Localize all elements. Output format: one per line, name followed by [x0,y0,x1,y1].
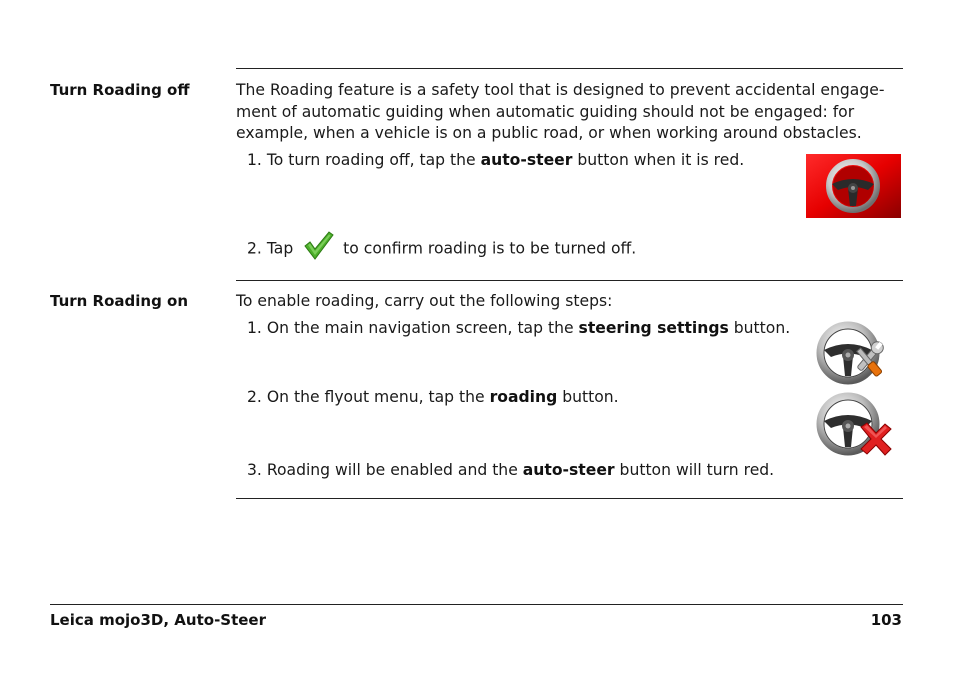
step-text: 1. On the main navigation screen, tap the [247,319,579,337]
step-bold-term: steering settings [578,319,729,337]
top-divider [236,68,903,69]
step-text: button when it is red. [572,151,745,169]
step-text: 2. On the flyout menu, tap the [247,388,490,406]
roading-on-intro: To enable roading, carry out the following steps: [236,292,613,310]
roading-off-intro [236,80,900,145]
steering-wheel-cross-icon [815,391,893,457]
heading-turn-roading-off: Turn Roading off [50,81,190,99]
heading-turn-roading-on: Turn Roading on [50,292,189,310]
intro-line: The Roading feature is a safety tool that is designed to prevent accidental engage- [236,81,885,99]
step-bold-term: auto-steer [522,461,615,479]
step-text: to confirm roading is to be turned off. [338,239,637,258]
roading-on-step-1 [247,318,790,338]
roading-off-step-1 [247,150,744,170]
roading-on-step-2 [247,387,619,407]
roading-off-step-2 [247,237,636,261]
step-bold-term: auto-steer [480,151,573,169]
checkmark-icon [302,229,334,261]
footer-divider [50,604,903,605]
section-end-divider [236,498,903,499]
section-divider [236,280,903,281]
roading-on-step-3 [247,460,774,480]
step-text: 3. Roading will be enabled and the [247,461,523,479]
page-number: 103 [870,611,902,629]
footer-title: Leica mojo3D, Auto-Steer [50,611,267,629]
step-text: button will turn red. [614,461,775,479]
step-text: button. [728,319,791,337]
step-bold-term: roading [489,388,558,406]
intro-line: example, when a vehicle is on a public road, or when working around obstacles. [236,124,862,142]
steering-wheel-icon [806,154,901,218]
step-text: 2. Tap [247,239,299,258]
step-text: button. [557,388,619,406]
step-text: 1. To turn roading off, tap the [247,151,481,169]
intro-line: ment of automatic guiding when automatic guiding should not be engaged: for [236,102,855,121]
steering-wheel-tools-icon [815,320,893,386]
